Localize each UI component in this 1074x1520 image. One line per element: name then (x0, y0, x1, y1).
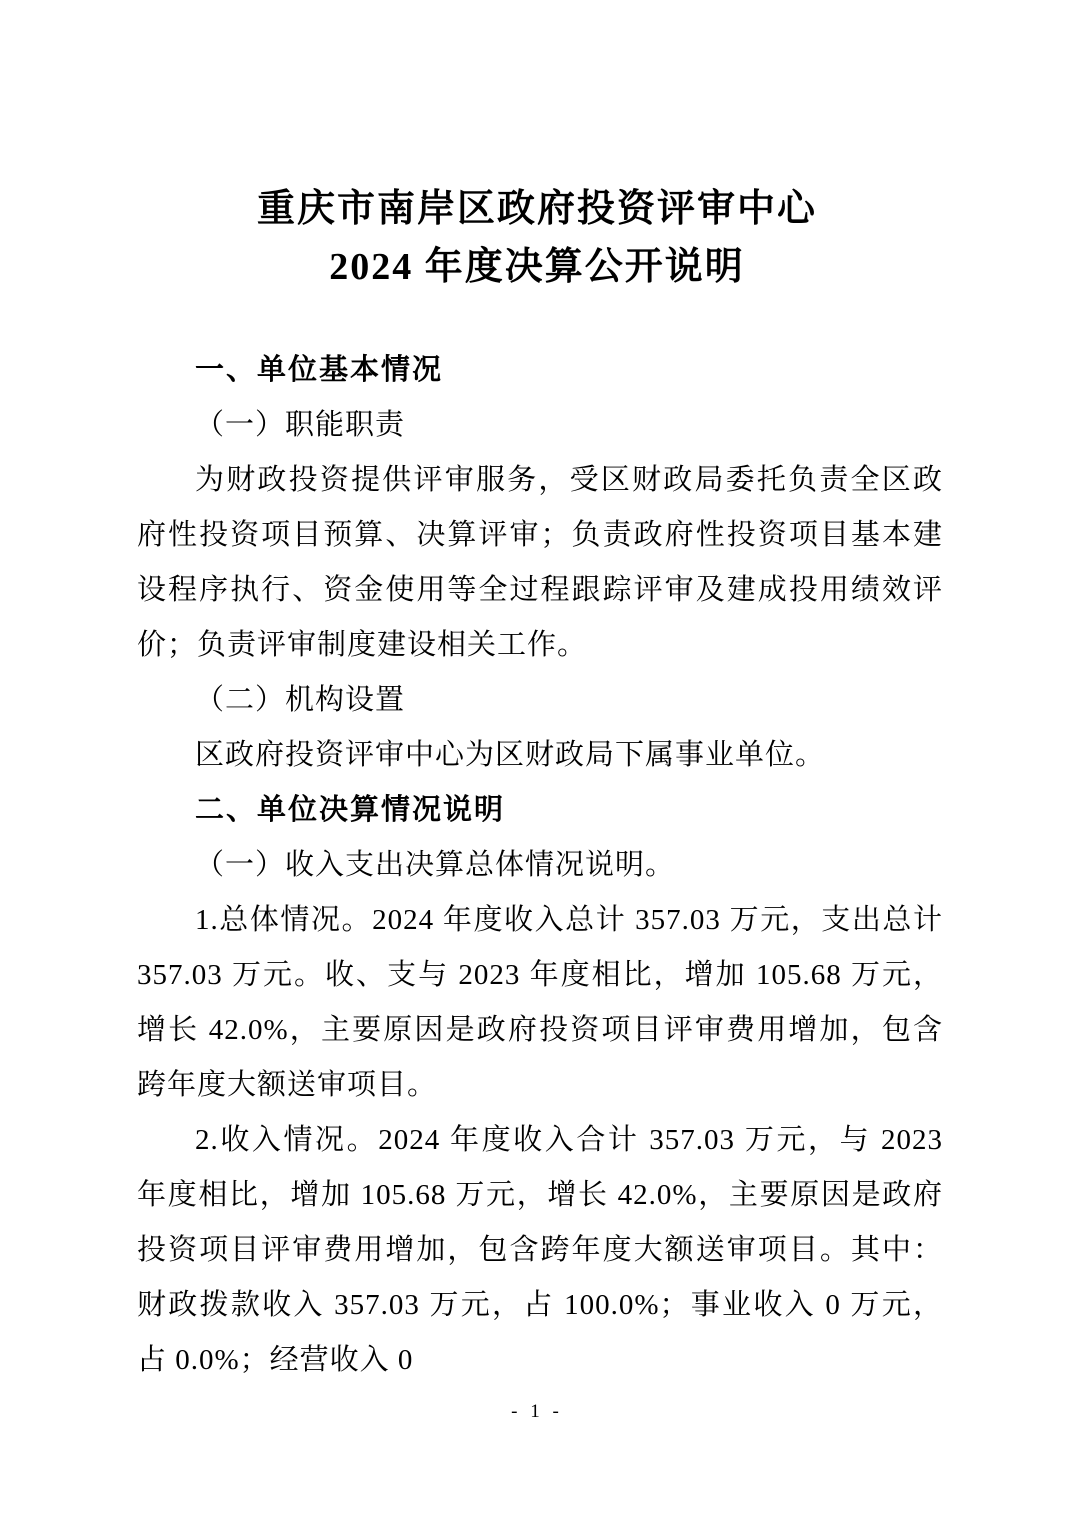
subsection-heading-income-expense-overview: （一）收入支出决算总体情况说明。 (195, 849, 676, 881)
paragraph-overall-situation: 1.总体情况。2024 年度收入总计 357.03 万元，支出总计 357.03 万元。收、支与 2023 年度相比，增加 105.68 万元，增长 42.0%，主要原因是政府投资项目评审费用增加，包含跨年度大额送审项目。 (137, 904, 943, 1101)
paragraph-duties: 为财政投资提供评审服务，受区财政局委托负责全区政府性投资项目预算、决算评审；负责政府性投资项目基本建设程序执行、资金使用等全过程跟踪评审及建成投用绩效评价；负责评审制度建设相关工作。 (137, 464, 943, 661)
subsection-heading-duties: （一）职能职责 (195, 409, 406, 441)
section-heading-final-accounts: 二、单位决算情况说明 (195, 794, 506, 826)
page-footer (0, 1398, 1074, 1426)
section-heading-basic-info: 一、单位基本情况 (195, 354, 444, 386)
paragraph-structure: 区政府投资评审中心为区财政局下属事业单位。 (195, 739, 826, 771)
document-title-line1: 重庆市南岸区政府投资评审中心 (256, 188, 817, 230)
subsection-heading-structure: （二）机构设置 (195, 684, 406, 716)
document-title-line2: 2024 年度决算公开说明 (329, 246, 745, 288)
page-number: - 1 - (511, 1401, 563, 1422)
paragraph-income-situation: 2.收入情况。2024 年度收入合计 357.03 万元，与 2023 年度相比，增加 105.68 万元，增长 42.0%，主要原因是政府投资项目评审费用增加，包含跨年度大额送审项目。其中：财政拨款收入 357.03 万元，占 100.0%；事业收入 0 万元，占 0.0%；经营收入 0 (137, 1124, 943, 1376)
document-title (0, 180, 1074, 296)
document-body (137, 343, 943, 1388)
